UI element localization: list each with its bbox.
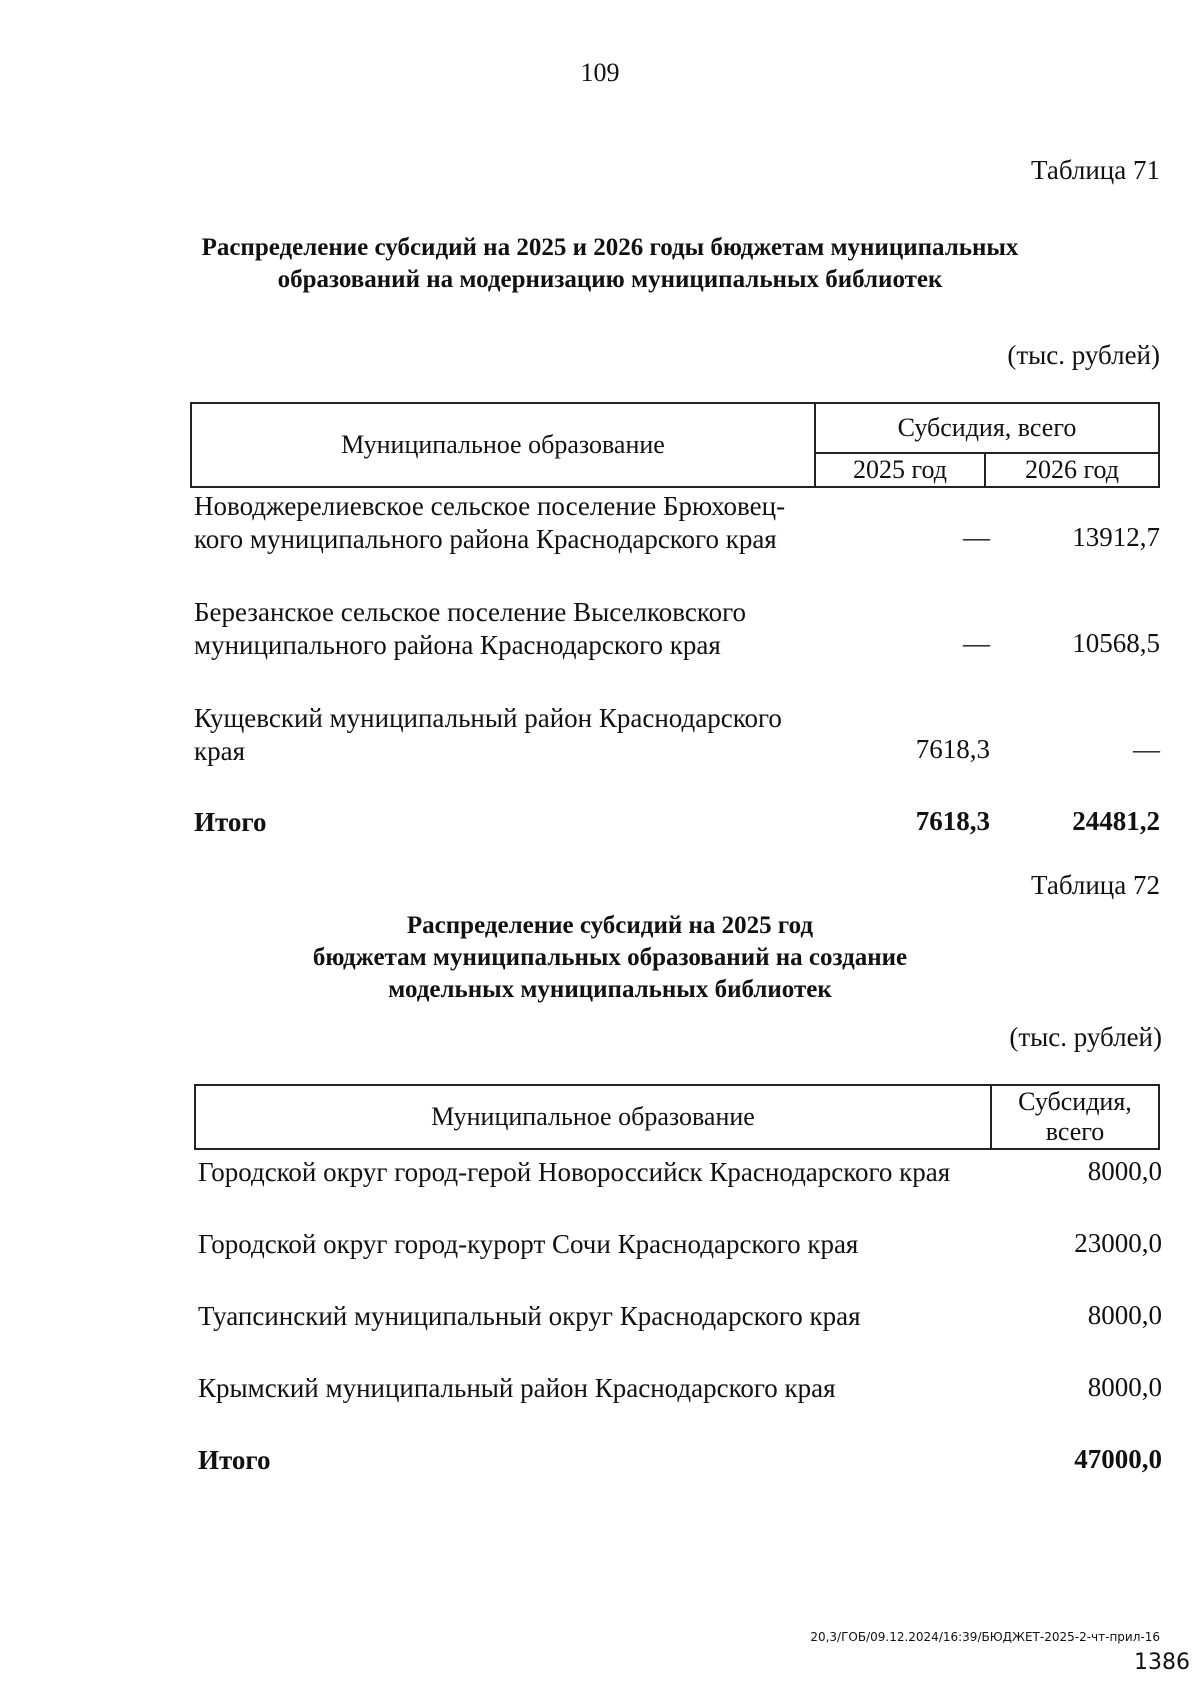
table-row xyxy=(194,596,834,662)
row-value-2025: — xyxy=(963,628,990,658)
row-value: 8000,0 xyxy=(1087,1156,1162,1186)
row-value-2025: — xyxy=(963,522,990,552)
table-71-total-2025: 7618,3 xyxy=(915,806,990,836)
table-row xyxy=(194,490,834,556)
table-72-label: Таблица 72 xyxy=(1031,870,1160,900)
row-value-2025: 7618,3 xyxy=(915,734,990,764)
row-name-line1: Березанское сельское поселение Выселковского xyxy=(194,597,746,627)
table-71-total-label: Итого xyxy=(194,807,267,837)
header-subsidy-total xyxy=(992,1086,1158,1148)
table-72-units: (тыс. рублей) xyxy=(1009,1022,1162,1052)
row-value: 8000,0 xyxy=(1087,1372,1162,1402)
row-value-2026: 13912,7 xyxy=(1072,522,1160,552)
footer-page-number: 1386 xyxy=(1134,1650,1190,1675)
row-name-line2: муниципального района Краснодарского края xyxy=(194,630,721,660)
row-name-line1: Новоджерелиевское сельское поселение Брюховец- xyxy=(194,491,786,521)
table-72-total-value: 47000,0 xyxy=(1074,1444,1162,1474)
table-row: Городской округ город-курорт Сочи Краснодарского края xyxy=(198,1229,859,1259)
row-name-line2: края xyxy=(194,736,246,766)
table-71-header xyxy=(190,402,1160,488)
header-municipality: Муниципальное образование xyxy=(196,1086,992,1148)
table-row: Туапсинский муниципальный округ Краснодарского края xyxy=(198,1301,861,1331)
table-row: Крымский муниципальный район Краснодарского края xyxy=(198,1373,836,1403)
table-72-header xyxy=(194,1084,1160,1150)
table-71-title xyxy=(10,232,1200,296)
table-71-label: Таблица 71 xyxy=(1031,155,1160,185)
table-row xyxy=(194,702,834,768)
table-row: Городской округ город-герой Новороссийск Краснодарского края xyxy=(198,1157,951,1187)
page-number: 109 xyxy=(580,58,620,87)
table-72-title-line3: модельных муниципальных библиотек xyxy=(388,976,832,1003)
row-name-line1: Кущевский муниципальный район Краснодарского xyxy=(194,703,782,733)
header-year-2025: 2025 год xyxy=(816,454,986,486)
document-code: 20,3/ГОБ/09.12.2024/16:39/БЮДЖЕТ-2025-2-чт-прил-16 xyxy=(810,1630,1160,1644)
header-municipality: Муниципальное образование xyxy=(192,404,816,486)
table-71-title-line2: образований на модернизацию муниципальных библиотек xyxy=(277,266,943,293)
header-subsidy-line2: всего xyxy=(1045,1117,1105,1146)
table-71-total-2026: 24481,2 xyxy=(1072,806,1160,836)
table-72-title-line1: Распределение субсидий на 2025 год xyxy=(406,912,814,939)
header-year-2026: 2026 год xyxy=(1025,455,1119,484)
header-subsidy-line1: Субсидия, xyxy=(1018,1087,1132,1116)
row-value: 23000,0 xyxy=(1074,1228,1162,1258)
table-71-units: (тыс. рублей) xyxy=(1007,340,1160,370)
row-value-2026: — xyxy=(1133,734,1160,764)
table-71-title-line1: Распределение субсидий на 2025 и 2026 годы бюджетам муниципальных xyxy=(201,234,1019,261)
row-value-2026: 10568,5 xyxy=(1072,628,1160,658)
row-name-line2: кого муниципального района Краснодарского края xyxy=(194,524,777,554)
header-subsidy-total: Субсидия, всего xyxy=(816,404,1158,454)
row-value: 8000,0 xyxy=(1087,1300,1162,1330)
table-72-total-label: Итого xyxy=(198,1445,271,1475)
table-72-title-line2: бюджетам муниципальных образований на создание xyxy=(312,944,908,971)
table-72-title xyxy=(10,910,1200,1006)
